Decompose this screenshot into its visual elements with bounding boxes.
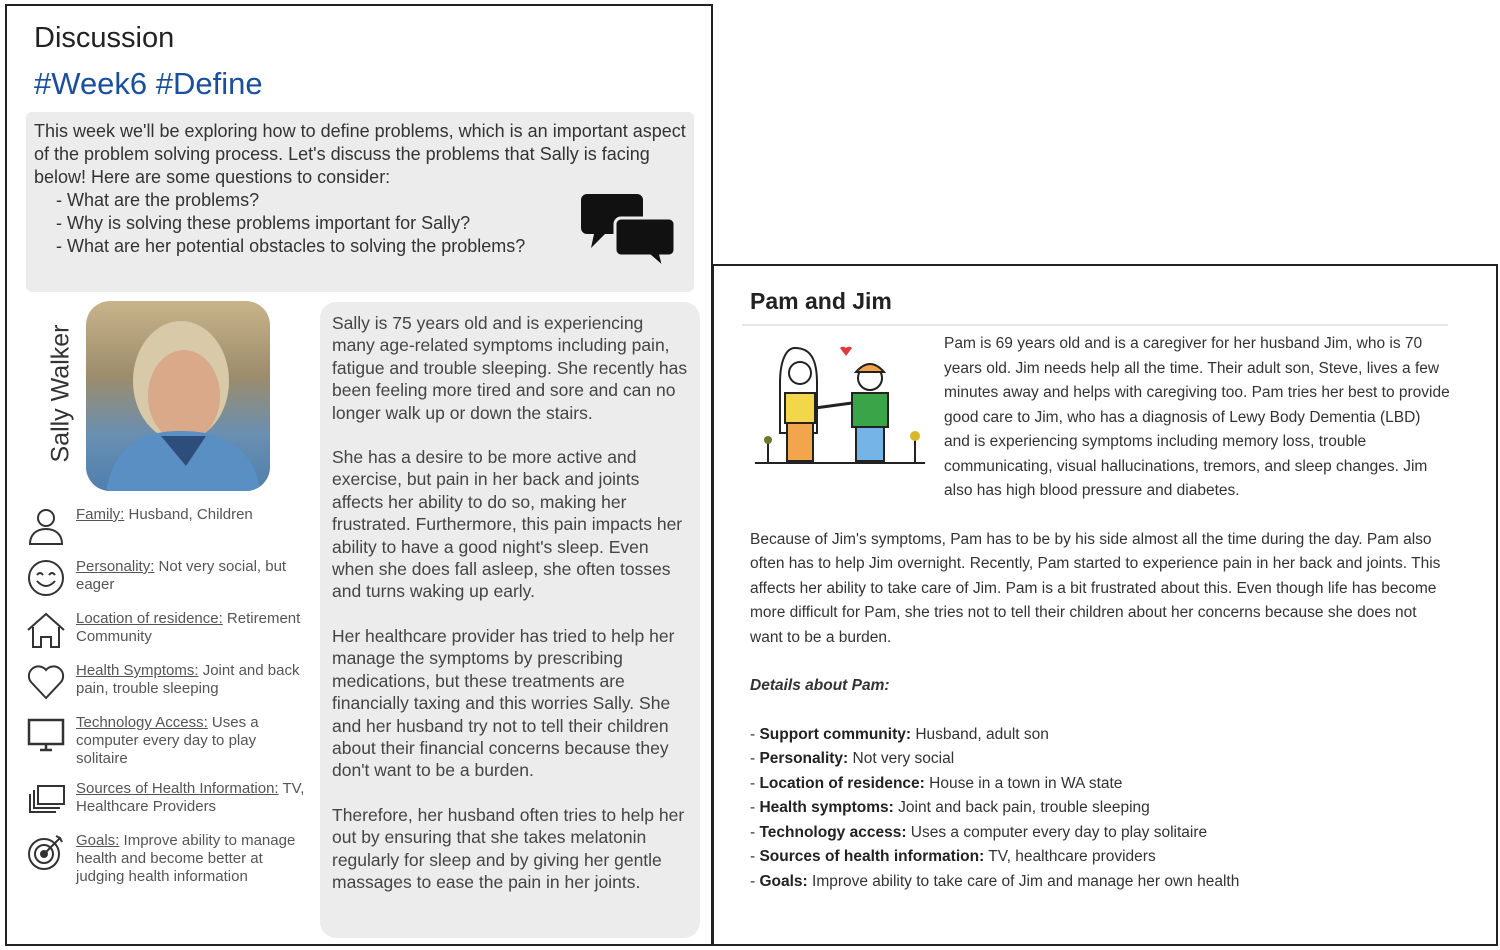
- detail-item: - Health symptoms: Joint and back pain, trouble sleeping: [750, 799, 1150, 816]
- detail-item: - Goals: Improve ability to take care of Jim and manage her own health: [750, 872, 1240, 890]
- couple-illustration: [750, 338, 930, 478]
- discussion-intro: [26, 112, 694, 292]
- discussion-title: Discussion: [34, 22, 175, 54]
- hashtags: #Week6 #Define: [34, 66, 263, 101]
- story-paragraph: She has a desire to be more active and exercise, but pain in her back and joints affects her ability to do so, making her frustrated. Furthermore, this pain impacts her ability to have a good night's sleep. Even when she does fall asleep, she often tosses and turns waking up early.: [332, 447, 683, 602]
- attribute-family: Family: Husband, Children: [26, 506, 306, 546]
- person-icon: [26, 506, 66, 546]
- details-list: [750, 723, 1450, 895]
- persona-name: Sally Walker: [46, 324, 75, 463]
- detail-item: - Personality: Not very social: [750, 750, 955, 767]
- title-divider: [742, 324, 1448, 326]
- detail-item: - Location of residence: House in a town in WA state: [750, 774, 1123, 792]
- detail-item: - Support community: Husband, adult son: [750, 725, 1049, 743]
- smiley-icon: [26, 558, 66, 598]
- pam-paragraph: Pam is 69 years old and is a caregiver for her husband Jim, who is 70 years old. Jim needs help all the time. Their adult son, Steve, lives a few minutes away and helps with caregiving too. Pam tries her best to provide good care to Jim, who has a diagnosis of Lewy Body Dementia (LBD) and is experiencing symptoms including memory loss, trouble communicating, visual hallucinations, tremors, and sleep changes. Jim also has high blood pressure and diabetes.: [944, 335, 1450, 499]
- question-item: - What are the problems?: [56, 189, 686, 212]
- attribute-personality: Personality: Not very social, but eager: [26, 558, 306, 598]
- chat-bubbles-icon: [581, 190, 676, 270]
- pam-jim-title: Pam and Jim: [750, 288, 892, 314]
- intro-text: This week we'll be exploring how to define problems, which is an important aspect of the problem solving process. Let's discuss the problems that Sally is facing below! Here are some questions to consider:: [34, 121, 686, 187]
- detail-item: - Sources of health information: TV, healthcare providers: [750, 848, 1156, 865]
- heart-icon: [26, 662, 66, 702]
- story-paragraph: Her healthcare provider has tried to help her manage the symptoms by prescribing medications, but these treatments are financially taxing and this worries Sally. She and her husband try not to tell their children about their financial concerns because they don't want to be a burden.: [332, 625, 675, 781]
- monitor-icon: [26, 714, 66, 754]
- details-heading: Details about Pam:: [750, 677, 890, 694]
- question-item: - Why is solving these problems important for Sally?: [56, 212, 686, 235]
- persona-attributes: [26, 506, 306, 898]
- story-paragraph: Therefore, her husband often tries to help her out by ensuring that she takes melatonin regularly for sleep and by giving her gentle massages to ease the pain in her joints.: [332, 804, 685, 892]
- story-paragraph: Sally is 75 years old and is experiencing many age-related symptoms including pain, fatigue and trouble sleeping. She recently has been feeling more tired and sore and can no longer walk up or down the stairs.: [332, 313, 688, 423]
- persona-photo: [86, 301, 270, 491]
- detail-item: - Technology access: Uses a computer every day to play solitaire: [750, 823, 1208, 841]
- attribute-location: Location of residence: Retirement Community: [26, 610, 306, 650]
- persona-story: [320, 302, 700, 938]
- house-icon: [26, 610, 66, 650]
- attribute-technology: Technology Access: Uses a computer every day to play solitaire: [26, 714, 306, 768]
- attribute-goals: Goals: Improve ability to manage health and become better at judging health information: [26, 832, 306, 886]
- pam-jim-body: [750, 332, 1450, 894]
- attribute-sources: Sources of Health Information: TV, Healthcare Providers: [26, 780, 306, 820]
- attribute-health: Health Symptoms: Joint and back pain, trouble sleeping: [26, 662, 306, 702]
- question-item: - What are her potential obstacles to solving the problems?: [56, 235, 686, 258]
- stacked-screens-icon: [26, 780, 66, 820]
- discussion-panel: [5, 4, 713, 946]
- target-icon: [26, 832, 66, 872]
- pam-jim-panel: [712, 264, 1498, 946]
- pam-paragraph: Because of Jim's symptoms, Pam has to be by his side almost all the time during the day. Pam also often has to help Jim overnight. Recently, Pam started to experience pain in her back and joints. This affects her ability to take care of Jim. Pam is a bit frustrated about this. Even though life has become more difficult for Pam, she tries not to tell their children about her concerns because she does not want to be a burden.: [750, 530, 1441, 646]
